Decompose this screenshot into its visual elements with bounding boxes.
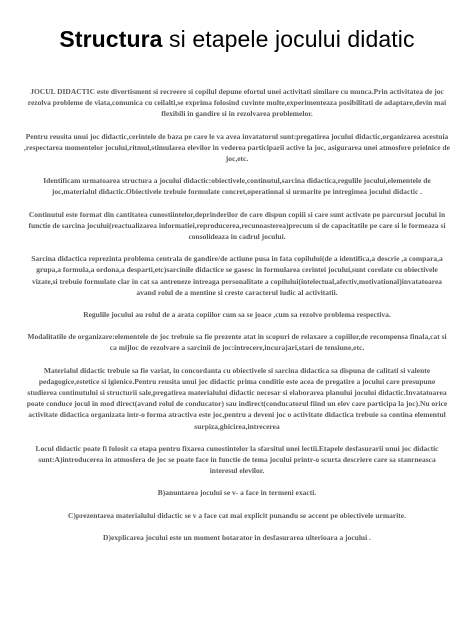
paragraph-sarcina-didactica: Sarcina didactica reprezinta problema centrala de gandire/de actiune pusa in fata copilului(de a identifica,a descrie ,a compara,a grupa,a formula,a ordona,a desparti,etc)sarcinile didactice se gasesc in formularea cerintei jocului,sunt corelate cu obiectivele vizate,si trebuie formulate clar in cat sa antreneze intreaga personalitate a copilului(intelectual,afectiv,motivational)invatatoarea avand rolul de a mentine si creste caracterul ludic al activitatii.	[31, 254, 443, 297]
paragraph-regulile: Regulile jocului au rolul de a arata copiilor cum sa se joace ,cum sa rezolve problema respectiva.	[83, 310, 391, 320]
document-body	[24, 86, 450, 554]
page-title	[0, 26, 474, 53]
paragraph-reusita: Pentru reusita unui joc didactic,cerintele de baza pe care le va avea invatatorul sunt:pregatirea jocului didactic,organizarea acestuia ,respectarea momentelor jocului,ritmul,stimularea elevilor in vederea participarii active la joc, asigurarea unei atmosfere prielnice de joc,etc.	[24, 131, 450, 164]
paragraph-modalitatile: Modalitatile de organizare:elementele de joc trebuie sa fie prezente atat in scopuri de relaxare a copiilor,de recompensa finala,cat si ca mijloc de rezolvare a sarcinii de joc:intrecere,incurajari,stari de tensiune,etc.	[27, 332, 447, 353]
paragraph-anuntarea: B)anuntarea jocului se v- a face in termeni exacti.	[157, 488, 317, 498]
paragraph-explicarea: D)explicarea jocului este un moment hotarator in desfasurarea ulterioara a jocului .	[103, 532, 371, 542]
title-bold-word: Structura	[59, 26, 163, 52]
paragraph-locul-didactic: Locul didactic poate fi folosit ca etapa pentru fixarea cunostintelor la sfarsitul unei lectii.Etapele desfasurarii unui joc didactic sunt:A)introducerea in atmosfera de joc se poate face in functie de tema jocului printr-o scurta descriere care sa stanrneasca interesul elevilor.	[35, 443, 439, 476]
paragraph-prezentarea: C)prezentarea materialului didactic se v a face cat mai explicit punandu se accent pe obiectivele urmarite.	[68, 510, 406, 520]
title-rest: si etapele jocului didatic	[162, 26, 415, 52]
paragraph-structura: Identificam urmatoarea structura a jocului didactic:obiectivele,continutul,sarcina didactica,regulile jocului,elementele de joc,materialul didactic.Obiectivele trebuie formulate concret,operational si urmarite pe intregimea jocului didactic .	[43, 176, 431, 197]
paragraph-continutul: Continutul este format din cantitatea cunostiintelor,deprinderilor de care dispun copiii si care sunt activate pe parcursul jocului in functie de sarcina jocului(reactualizarea informatiei,reproducerea,recunoasterea)precum si de capacitatile pe care si le formeaza si consolideaza in cadrul jocului.	[28, 209, 446, 242]
paragraph-materialul: Materialul didactic trebuie sa fie variat, in concordanta cu obiectivele si sarcina didactica sa dispuna de calitati si valente pedagogice,estetice si igienice.Pentru reusita unui joc didactic prima conditie este acea de pregatire a jocului care presupune studierea continutului si structurii sale,pregatirea materialului didactic necesar si elaborarea planului jocului didactic.Invatatoarea poate conduce jocul in mod direct(avand rolul de conducator) sau indirect(conducatorul fiind un elev care participa la joc).Nu orice activitate didactica organizata intr-o forma atractiva este joc,pentru a deveni joc o activitate didactica trebuie sa contina elementul surpiza,ghicirea,intrecerea	[26, 365, 448, 431]
paragraph-jocul-didactic: JOCUL DIDACTIC este divertisment si recreere si copilul depune efortul unei activitati similare cu munca.Prin activitatea de joc rezolva probleme de viata,comunica cu ceilalti,se exprima folosind cuvinte multe,experimenteaza posibilitati de adaptare,devin mai flexibili in gandire si in rezolvarea problemelor.	[27, 87, 447, 119]
